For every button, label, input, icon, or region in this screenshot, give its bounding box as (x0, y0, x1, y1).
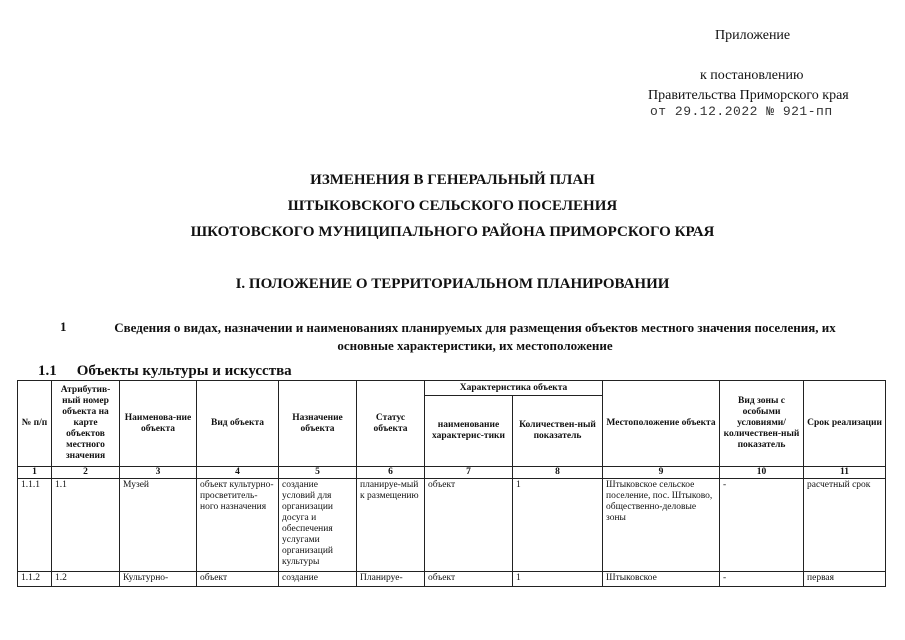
cell-location: Штыковское (603, 572, 720, 587)
column-number: 6 (357, 467, 425, 479)
header-deadline: Срок реализации (804, 381, 886, 467)
document-title-line-1: ИЗМЕНЕНИЯ В ГЕНЕРАЛЬНЫЙ ПЛАН (310, 172, 595, 188)
header-object-type: Вид объекта (197, 381, 279, 467)
header-quantity: Количествен-ный показатель (513, 396, 603, 467)
cell-characteristic-name: объект (425, 479, 513, 572)
header-object-status: Статус объекта (357, 381, 425, 467)
column-number-row (18, 467, 886, 479)
decree-line-3: от 29.12.2022 № 921-пп (650, 104, 833, 119)
cell-characteristic-name: объект (425, 572, 513, 587)
column-number: 9 (603, 467, 720, 479)
column-number: 7 (425, 467, 513, 479)
header-number: № п/п (18, 381, 52, 467)
cell-number: 1.1.1 (18, 479, 52, 572)
section-heading: I. ПОЛОЖЕНИЕ О ТЕРРИТОРИАЛЬНОМ ПЛАНИРОВАНИИ (235, 276, 670, 292)
decree-line-2: Правительства Приморского края (648, 88, 849, 103)
cell-number: 1.1.2 (18, 572, 52, 587)
subsection-number: 1 (60, 319, 67, 334)
cell-zone-type: - (720, 572, 804, 587)
cell-quantity: 1 (513, 479, 603, 572)
header-zone-type: Вид зоны с особыми условиями/ количествен-ный показатель (720, 381, 804, 467)
column-number: 2 (52, 467, 120, 479)
header-characteristic-name: наименование характерис-тики (425, 396, 513, 467)
appendix-label: Приложение (715, 28, 791, 43)
cell-deadline: расчетный срок (804, 479, 886, 572)
cell-zone-type: - (720, 479, 804, 572)
header-object-name: Наименова-ние объекта (120, 381, 197, 467)
subsection-heading (38, 363, 312, 380)
cell-object-type: объект культурно-просветитель-ного назначения (197, 479, 279, 572)
cell-quantity: 1 (513, 572, 603, 587)
cell-attribute-number: 1.1 (52, 479, 120, 572)
table-row (18, 479, 886, 572)
subsection-heading-number: 1.1 (38, 363, 57, 379)
cell-deadline: первая (804, 572, 886, 587)
cell-object-purpose: создание (279, 572, 357, 587)
cell-object-name: Культурно- (120, 572, 197, 587)
cell-object-type: объект (197, 572, 279, 587)
document-title-line-2: ШТЫКОВСКОГО СЕЛЬСКОГО ПОСЕЛЕНИЯ (287, 198, 618, 214)
header-location: Местоположение объекта (603, 381, 720, 467)
decree-line-1: к постановлению (700, 68, 804, 83)
cell-object-name: Музей (120, 479, 197, 572)
cell-object-status: планируе-мый к размещению (357, 479, 425, 572)
objects-table (17, 380, 886, 587)
column-number: 3 (120, 467, 197, 479)
column-number: 10 (720, 467, 804, 479)
column-number: 1 (18, 467, 52, 479)
column-number: 5 (279, 467, 357, 479)
header-characteristics-group: Характеристика объекта (425, 381, 603, 396)
table-header-row (18, 381, 886, 396)
column-number: 8 (513, 467, 603, 479)
table-row (18, 572, 886, 587)
cell-attribute-number: 1.2 (52, 572, 120, 587)
header-object-purpose: Назначение объекта (279, 381, 357, 467)
cell-object-purpose: создание условий для организации досуга и обеспечения услугами организаций культуры (279, 479, 357, 572)
column-number: 11 (804, 467, 886, 479)
cell-location: Штыковское сельское поселение, пос. Штыково, общественно-деловые зоны (603, 479, 720, 572)
document-title-line-3: ШКОТОВСКОГО МУНИЦИПАЛЬНОГО РАЙОНА ПРИМОРСКОГО КРАЯ (190, 224, 715, 240)
subsection-heading-title: Объекты культуры и искусства (76, 363, 292, 379)
column-number: 4 (197, 467, 279, 479)
subsection-description: Сведения о видах, назначении и наименованиях планируемых для размещения объектов местного значения поселения, их основные характеристики, их местоположение (114, 320, 836, 353)
cell-object-status: Планируе- (357, 572, 425, 587)
header-attribute-number: Атрибутив-ный номер объекта на карте объектов местного значения (52, 381, 120, 467)
